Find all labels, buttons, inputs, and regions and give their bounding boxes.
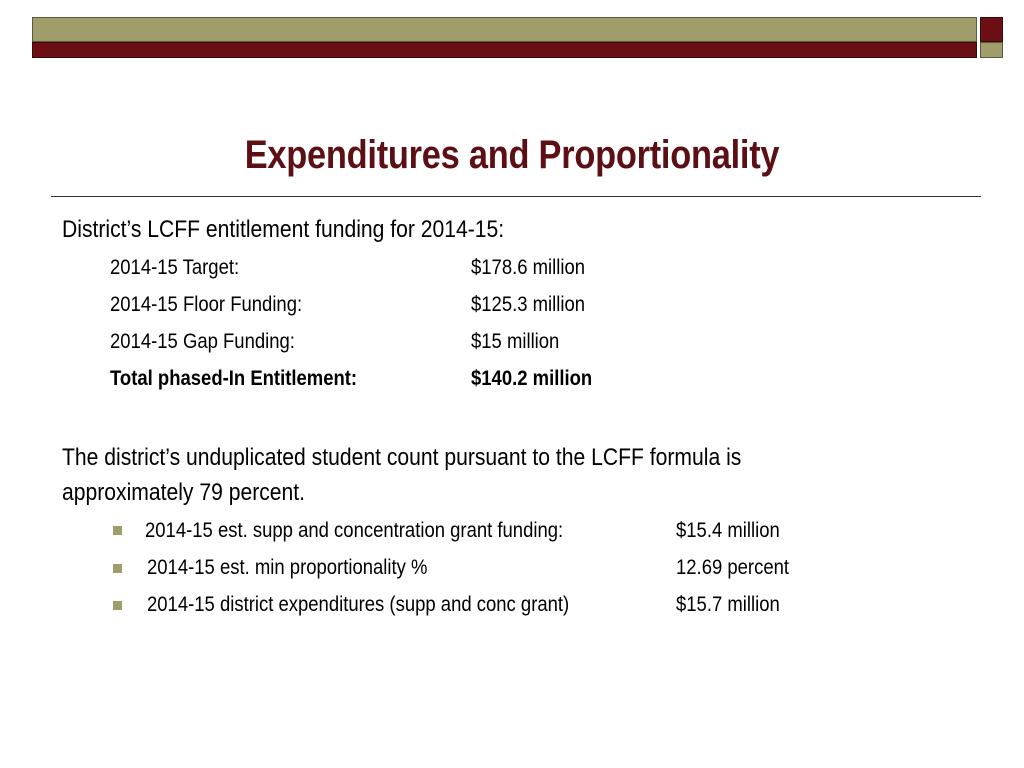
title-divider — [51, 196, 981, 197]
bullet-value: 12.69 percent — [676, 556, 790, 579]
bullet-square-icon — [113, 526, 122, 535]
funding-row-value: $178.6 million — [471, 256, 586, 279]
bullet-square-icon — [113, 564, 122, 573]
funding-row-value: $140.2 million — [471, 367, 593, 390]
intro-text: District’s LCFF entitlement funding for 2014-15: — [62, 216, 505, 243]
header-band-maroon — [32, 42, 977, 58]
funding-row-label: 2014-15 Gap Funding: — [110, 330, 295, 353]
bullet-label: 2014-15 est. supp and concentration grant funding: — [145, 519, 564, 542]
funding-row-value: $15 million — [471, 330, 560, 353]
bullet-square-icon — [113, 601, 122, 610]
funding-row-value: $125.3 million — [471, 293, 586, 316]
funding-row-label: 2014-15 Floor Funding: — [110, 293, 303, 316]
header-band-olive — [32, 17, 977, 42]
bullet-label: 2014-15 est. min proportionality % — [147, 556, 428, 579]
bullet-value: $15.4 million — [676, 519, 780, 542]
funding-row-label: 2014-15 Target: — [110, 256, 240, 279]
slide-title: Expenditures and Proportionality — [244, 133, 780, 177]
unduplicated-count-paragraph: The district’s unduplicated student count pursuant to the LCFF formula is approximately 79 percent. — [62, 444, 742, 506]
bullet-label: 2014-15 district expenditures (supp and conc grant) — [147, 593, 570, 616]
header-corner-square-olive — [980, 42, 1003, 58]
funding-row-label: Total phased-In Entitlement: — [110, 367, 358, 390]
header-corner-square-maroon — [980, 17, 1003, 42]
bullet-value: $15.7 million — [676, 593, 780, 616]
